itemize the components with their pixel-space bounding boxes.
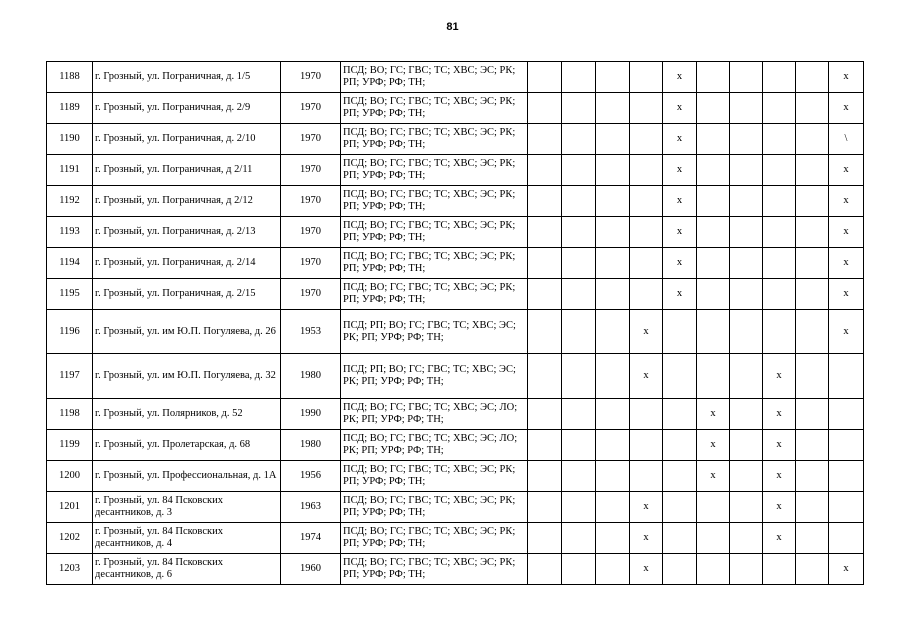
period-mark-cell [730, 523, 763, 554]
period-mark-cell: x [663, 217, 697, 248]
build-year: 1970 [281, 62, 341, 93]
period-mark-cell [697, 124, 730, 155]
work-types: ПСД; ВО; ГС; ГВС; ТС; ХВС; ЭС; ЛО; РК; РП; УРФ; РФ; ТН; [341, 430, 528, 461]
row-number: 1194 [47, 248, 93, 279]
period-mark-cell [697, 248, 730, 279]
period-mark-cell [562, 93, 596, 124]
build-year: 1960 [281, 554, 341, 585]
period-mark-cell: x [829, 248, 864, 279]
period-mark-cell: x [697, 430, 730, 461]
period-mark-cell [663, 461, 697, 492]
building-address: г. Грозный, ул. Профессиональная, д. 1А [93, 461, 281, 492]
period-mark-cell [763, 310, 796, 354]
row-number: 1197 [47, 354, 93, 399]
period-mark-cell [697, 217, 730, 248]
period-mark-cell [630, 124, 663, 155]
period-mark-cell [829, 523, 864, 554]
period-mark-cell [697, 523, 730, 554]
period-mark-cell [663, 430, 697, 461]
work-types: ПСД; ВО; ГС; ГВС; ТС; ХВС; ЭС; РК; РП; УРФ; РФ; ТН; [341, 186, 528, 217]
period-mark-cell: x [829, 186, 864, 217]
period-mark-cell: x [663, 62, 697, 93]
period-mark-cell [596, 554, 630, 585]
work-types: ПСД; РП; ВО; ГС; ГВС; ТС; ХВС; ЭС; РК; РП; УРФ; РФ; ТН; [341, 354, 528, 399]
period-mark-cell [562, 186, 596, 217]
period-mark-cell: x [663, 186, 697, 217]
building-address: г. Грозный, ул. Пролетарская, д. 68 [93, 430, 281, 461]
period-mark-cell [528, 430, 562, 461]
table-row [47, 217, 864, 248]
period-mark-cell: x [829, 93, 864, 124]
row-number: 1196 [47, 310, 93, 354]
period-mark-cell: x [663, 279, 697, 310]
table-row [47, 248, 864, 279]
work-types: ПСД; ВО; ГС; ГВС; ТС; ХВС; ЭС; РК; РП; УРФ; РФ; ТН; [341, 155, 528, 186]
period-mark-cell [796, 461, 829, 492]
building-address: г. Грозный, ул. Пограничная, д. 1/5 [93, 62, 281, 93]
work-types: ПСД; ВО; ГС; ГВС; ТС; ХВС; ЭС; РК; РП; УРФ; РФ; ТН; [341, 492, 528, 523]
period-mark-cell [596, 310, 630, 354]
building-address: г. Грозный, ул. Пограничная, д. 2/13 [93, 217, 281, 248]
period-mark-cell: x [630, 354, 663, 399]
period-mark-cell [596, 523, 630, 554]
building-address: г. Грозный, ул. Пограничная, д. 2/9 [93, 93, 281, 124]
row-number: 1191 [47, 155, 93, 186]
period-mark-cell [730, 354, 763, 399]
period-mark-cell [796, 354, 829, 399]
period-mark-cell [562, 554, 596, 585]
period-mark-cell [562, 310, 596, 354]
build-year: 1970 [281, 279, 341, 310]
period-mark-cell [697, 155, 730, 186]
period-mark-cell [596, 248, 630, 279]
period-mark-cell: \ [829, 124, 864, 155]
row-number: 1201 [47, 492, 93, 523]
period-mark-cell [730, 62, 763, 93]
period-mark-cell [528, 124, 562, 155]
building-address: г. Грозный, ул. Пограничная, д. 2/15 [93, 279, 281, 310]
building-address: г. Грозный, ул. 84 Псковских десантников, д. 3 [93, 492, 281, 523]
period-mark-cell [596, 461, 630, 492]
period-mark-cell: x [697, 399, 730, 430]
period-mark-cell: x [763, 430, 796, 461]
build-year: 1990 [281, 399, 341, 430]
row-number: 1193 [47, 217, 93, 248]
period-mark-cell: x [763, 492, 796, 523]
period-mark-cell [730, 248, 763, 279]
work-types: ПСД; ВО; ГС; ГВС; ТС; ХВС; ЭС; РК; РП; УРФ; РФ; ТН; [341, 248, 528, 279]
period-mark-cell [796, 93, 829, 124]
building-address: г. Грозный, ул. Пограничная, д. 2/14 [93, 248, 281, 279]
table-row [47, 523, 864, 554]
period-mark-cell [596, 399, 630, 430]
period-mark-cell [596, 93, 630, 124]
building-address: г. Грозный, ул. 84 Псковских десантников, д. 4 [93, 523, 281, 554]
period-mark-cell [697, 310, 730, 354]
period-mark-cell [528, 354, 562, 399]
period-mark-cell [528, 217, 562, 248]
period-mark-cell: x [630, 523, 663, 554]
row-number: 1200 [47, 461, 93, 492]
period-mark-cell [796, 523, 829, 554]
period-mark-cell [796, 310, 829, 354]
period-mark-cell: x [829, 310, 864, 354]
period-mark-cell [796, 492, 829, 523]
period-mark-cell [763, 279, 796, 310]
period-mark-cell: x [630, 554, 663, 585]
row-number: 1188 [47, 62, 93, 93]
row-number: 1203 [47, 554, 93, 585]
period-mark-cell [528, 554, 562, 585]
building-address: г. Грозный, ул. Полярников, д. 52 [93, 399, 281, 430]
period-mark-cell [630, 248, 663, 279]
period-mark-cell [796, 279, 829, 310]
period-mark-cell: x [663, 155, 697, 186]
work-types: ПСД; ВО; ГС; ГВС; ТС; ХВС; ЭС; РК; РП; УРФ; РФ; ТН; [341, 279, 528, 310]
build-year: 1980 [281, 354, 341, 399]
period-mark-cell [562, 155, 596, 186]
period-mark-cell [663, 399, 697, 430]
period-mark-cell [596, 354, 630, 399]
period-mark-cell [730, 186, 763, 217]
period-mark-cell [730, 461, 763, 492]
period-mark-cell [730, 492, 763, 523]
table-row [47, 93, 864, 124]
work-types: ПСД; ВО; ГС; ГВС; ТС; ХВС; ЭС; РК; РП; УРФ; РФ; ТН; [341, 523, 528, 554]
period-mark-cell: x [829, 217, 864, 248]
build-year: 1970 [281, 93, 341, 124]
period-mark-cell [528, 93, 562, 124]
period-mark-cell: x [630, 310, 663, 354]
period-mark-cell [796, 554, 829, 585]
table-row [47, 430, 864, 461]
period-mark-cell [562, 354, 596, 399]
period-mark-cell [763, 155, 796, 186]
period-mark-cell [829, 399, 864, 430]
period-mark-cell [630, 399, 663, 430]
period-mark-cell [763, 124, 796, 155]
row-number: 1202 [47, 523, 93, 554]
build-year: 1980 [281, 430, 341, 461]
build-year: 1970 [281, 124, 341, 155]
period-mark-cell [528, 399, 562, 430]
period-mark-cell: x [763, 354, 796, 399]
period-mark-cell: x [663, 93, 697, 124]
period-mark-cell: x [697, 461, 730, 492]
period-mark-cell [796, 248, 829, 279]
period-mark-cell [562, 492, 596, 523]
period-mark-cell [630, 155, 663, 186]
table-row [47, 310, 864, 354]
period-mark-cell [730, 124, 763, 155]
period-mark-cell [562, 399, 596, 430]
period-mark-cell [630, 279, 663, 310]
period-mark-cell [829, 461, 864, 492]
build-year: 1963 [281, 492, 341, 523]
table-row [47, 354, 864, 399]
build-year: 1970 [281, 217, 341, 248]
period-mark-cell [630, 62, 663, 93]
period-mark-cell [697, 279, 730, 310]
period-mark-cell [663, 354, 697, 399]
period-mark-cell: x [829, 554, 864, 585]
period-mark-cell [596, 279, 630, 310]
row-number: 1189 [47, 93, 93, 124]
period-mark-cell [763, 93, 796, 124]
period-mark-cell [528, 248, 562, 279]
period-mark-cell [730, 310, 763, 354]
build-year: 1974 [281, 523, 341, 554]
period-mark-cell [763, 248, 796, 279]
period-mark-cell [697, 492, 730, 523]
work-types: ПСД; ВО; ГС; ГВС; ТС; ХВС; ЭС; РК; РП; УРФ; РФ; ТН; [341, 217, 528, 248]
period-mark-cell [562, 461, 596, 492]
row-number: 1195 [47, 279, 93, 310]
period-mark-cell [528, 279, 562, 310]
building-address: г. Грозный, ул. 84 Псковских десантников, д. 6 [93, 554, 281, 585]
period-mark-cell [763, 217, 796, 248]
build-year: 1956 [281, 461, 341, 492]
period-mark-cell [562, 430, 596, 461]
work-types: ПСД; РП; ВО; ГС; ГВС; ТС; ХВС; ЭС; РК; РП; УРФ; РФ; ТН; [341, 310, 528, 354]
work-types: ПСД; ВО; ГС; ГВС; ТС; ХВС; ЭС; ЛО; РК; РП; УРФ; РФ; ТН; [341, 399, 528, 430]
period-mark-cell [528, 62, 562, 93]
table-row [47, 186, 864, 217]
period-mark-cell: x [829, 62, 864, 93]
period-mark-cell [796, 124, 829, 155]
page-number: 81 [446, 21, 459, 33]
period-mark-cell [663, 492, 697, 523]
period-mark-cell [596, 217, 630, 248]
period-mark-cell [730, 279, 763, 310]
row-number: 1199 [47, 430, 93, 461]
housing-register-table [46, 61, 864, 585]
building-address: г. Грозный, ул. Пограничная, д 2/12 [93, 186, 281, 217]
period-mark-cell [562, 124, 596, 155]
period-mark-cell [562, 217, 596, 248]
period-mark-cell [730, 155, 763, 186]
period-mark-cell [730, 93, 763, 124]
building-address: г. Грозный, ул. Пограничная, д. 2/10 [93, 124, 281, 155]
table-row [47, 461, 864, 492]
row-number: 1198 [47, 399, 93, 430]
work-types: ПСД; ВО; ГС; ГВС; ТС; ХВС; ЭС; РК; РП; УРФ; РФ; ТН; [341, 62, 528, 93]
table-row [47, 155, 864, 186]
period-mark-cell [562, 523, 596, 554]
period-mark-cell [528, 523, 562, 554]
period-mark-cell [829, 430, 864, 461]
period-mark-cell: x [630, 492, 663, 523]
row-number: 1190 [47, 124, 93, 155]
period-mark-cell [562, 62, 596, 93]
build-year: 1970 [281, 186, 341, 217]
period-mark-cell [697, 354, 730, 399]
period-mark-cell [763, 186, 796, 217]
building-address: г. Грозный, ул. им Ю.П. Погуляева, д. 26 [93, 310, 281, 354]
period-mark-cell [596, 124, 630, 155]
period-mark-cell [596, 492, 630, 523]
period-mark-cell [630, 430, 663, 461]
period-mark-cell [796, 186, 829, 217]
period-mark-cell: x [829, 155, 864, 186]
table-row [47, 62, 864, 93]
period-mark-cell [697, 186, 730, 217]
period-mark-cell [596, 430, 630, 461]
work-types: ПСД; ВО; ГС; ГВС; ТС; ХВС; ЭС; РК; РП; УРФ; РФ; ТН; [341, 93, 528, 124]
table-row [47, 279, 864, 310]
period-mark-cell [562, 248, 596, 279]
period-mark-cell [630, 93, 663, 124]
period-mark-cell [829, 492, 864, 523]
period-mark-cell [663, 554, 697, 585]
period-mark-cell: x [663, 124, 697, 155]
table-row [47, 399, 864, 430]
period-mark-cell [697, 62, 730, 93]
period-mark-cell [630, 217, 663, 248]
period-mark-cell [730, 217, 763, 248]
period-mark-cell: x [763, 523, 796, 554]
period-mark-cell [528, 461, 562, 492]
period-mark-cell [528, 155, 562, 186]
work-types: ПСД; ВО; ГС; ГВС; ТС; ХВС; ЭС; РК; РП; УРФ; РФ; ТН; [341, 554, 528, 585]
table-row [47, 554, 864, 585]
period-mark-cell [596, 186, 630, 217]
period-mark-cell [596, 155, 630, 186]
period-mark-cell [630, 186, 663, 217]
period-mark-cell: x [663, 248, 697, 279]
table-row [47, 492, 864, 523]
work-types: ПСД; ВО; ГС; ГВС; ТС; ХВС; ЭС; РК; РП; УРФ; РФ; ТН; [341, 461, 528, 492]
build-year: 1970 [281, 155, 341, 186]
period-mark-cell [528, 310, 562, 354]
table-row [47, 124, 864, 155]
period-mark-cell [528, 186, 562, 217]
period-mark-cell [697, 93, 730, 124]
period-mark-cell [763, 62, 796, 93]
period-mark-cell [730, 430, 763, 461]
period-mark-cell [562, 279, 596, 310]
building-address: г. Грозный, ул. Пограничная, д 2/11 [93, 155, 281, 186]
period-mark-cell: x [763, 399, 796, 430]
building-address: г. Грозный, ул. им Ю.П. Погуляева, д. 32 [93, 354, 281, 399]
period-mark-cell [796, 430, 829, 461]
period-mark-cell: x [829, 279, 864, 310]
build-year: 1953 [281, 310, 341, 354]
period-mark-cell [730, 399, 763, 430]
period-mark-cell [796, 155, 829, 186]
period-mark-cell [630, 461, 663, 492]
row-number: 1192 [47, 186, 93, 217]
period-mark-cell [528, 492, 562, 523]
build-year: 1970 [281, 248, 341, 279]
period-mark-cell [796, 62, 829, 93]
period-mark-cell [663, 310, 697, 354]
period-mark-cell [763, 554, 796, 585]
period-mark-cell [697, 554, 730, 585]
period-mark-cell [796, 399, 829, 430]
work-types: ПСД; ВО; ГС; ГВС; ТС; ХВС; ЭС; РК; РП; УРФ; РФ; ТН; [341, 124, 528, 155]
period-mark-cell [730, 554, 763, 585]
period-mark-cell [796, 217, 829, 248]
period-mark-cell [596, 62, 630, 93]
period-mark-cell [829, 354, 864, 399]
period-mark-cell: x [763, 461, 796, 492]
period-mark-cell [663, 523, 697, 554]
